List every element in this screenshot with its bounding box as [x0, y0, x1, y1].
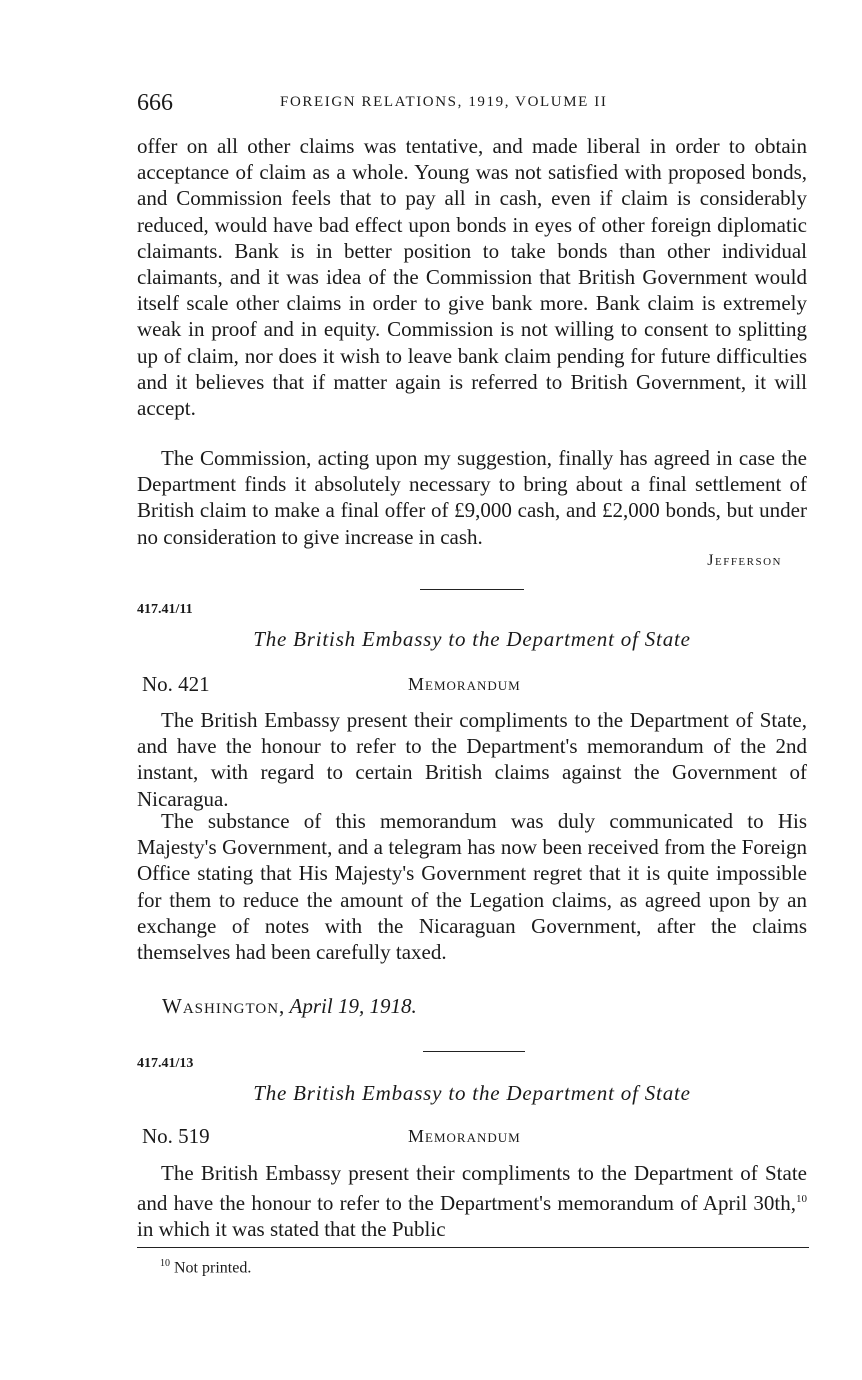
document-heading: The British Embassy to the Department of State: [253, 1081, 691, 1105]
paragraph-text-continued: in which it was stated that the Public: [137, 1217, 446, 1242]
memorandum-label: Memorandum: [408, 1126, 521, 1146]
dateline: Washington, April 19, 1918.: [162, 994, 417, 1018]
continuation-paragraph-1: offer on all other claims was tentative, and made liberal in order to obtain acceptance of claim as a whole. Young was not satisfied with proposed bonds, and Commission feels that to pay all in cash, even if claim is considerably reduced, would have bad effect upon bonds in eyes of other foreign diplomatic claimants. Bank is in better position to take bonds than other individual claimants, and it was idea of the Commission that British Government would itself scale other claims in order to give bank more. Bank claim is extremely weak in proof and in equity. Commission is not willing to consent to splitting up of claim, nor does it wish to leave bank claim pending for future difficulties and it believes that if matter again is referred to British Government, it will accept.: [137, 134, 807, 421]
document-heading: The British Embassy to the Department of State: [253, 627, 691, 651]
dateline-place: Washington: [162, 994, 280, 1018]
file-number: 417.41/11: [137, 602, 193, 617]
file-number: 417.41/13: [137, 1056, 194, 1071]
dateline-date: April 19, 1918.: [289, 994, 417, 1018]
section-divider: [423, 1051, 525, 1052]
document-number: No. 519: [142, 1124, 210, 1148]
page-number: 666: [137, 90, 173, 116]
footnote-rule: [137, 1247, 809, 1248]
signature: Jefferson: [707, 552, 782, 569]
footnote: [160, 1258, 251, 1277]
memorandum-paragraph-1: [137, 1160, 807, 1243]
section-divider: [420, 589, 524, 590]
running-head: FOREIGN RELATIONS, 1919, VOLUME II: [280, 94, 608, 110]
memorandum-label: Memorandum: [408, 674, 521, 694]
document-number: No. 421: [142, 672, 210, 696]
continuation-paragraph-2: The Commission, acting upon my suggestion, finally has agreed in case the Department finds it absolutely necessary to bring about a final settlement of British claim to make a final offer of £9,000 cash, and £2,000 bonds, but under no consideration to give increase in cash.: [137, 446, 807, 549]
footnote-marker: 10: [160, 1258, 170, 1269]
memorandum-paragraph-1: The British Embassy present their compliments to the Department of State, and have the honour to refer to the Department's memorandum of the 2nd instant, with regard to certain British claims against the Government of Nicaragua.: [137, 708, 807, 811]
footnote-text: Not printed.: [174, 1259, 252, 1277]
memorandum-paragraph-2: The substance of this memorandum was duly communicated to His Majesty's Government, and a telegram has now been received from the Foreign Office stating that His Majesty's Government regret that it is quite impossible for them to reduce the amount of the Legation claims, as agreed upon by an exchange of notes with the Nicaraguan Government, after the claims themselves had been carefully taxed.: [137, 809, 807, 965]
paragraph-text: The British Embassy present their compliments to the Department of State and have the honour to refer to the Department's memorandum of April 30th,: [137, 1161, 807, 1216]
footnote-reference: 10: [796, 1193, 807, 1206]
